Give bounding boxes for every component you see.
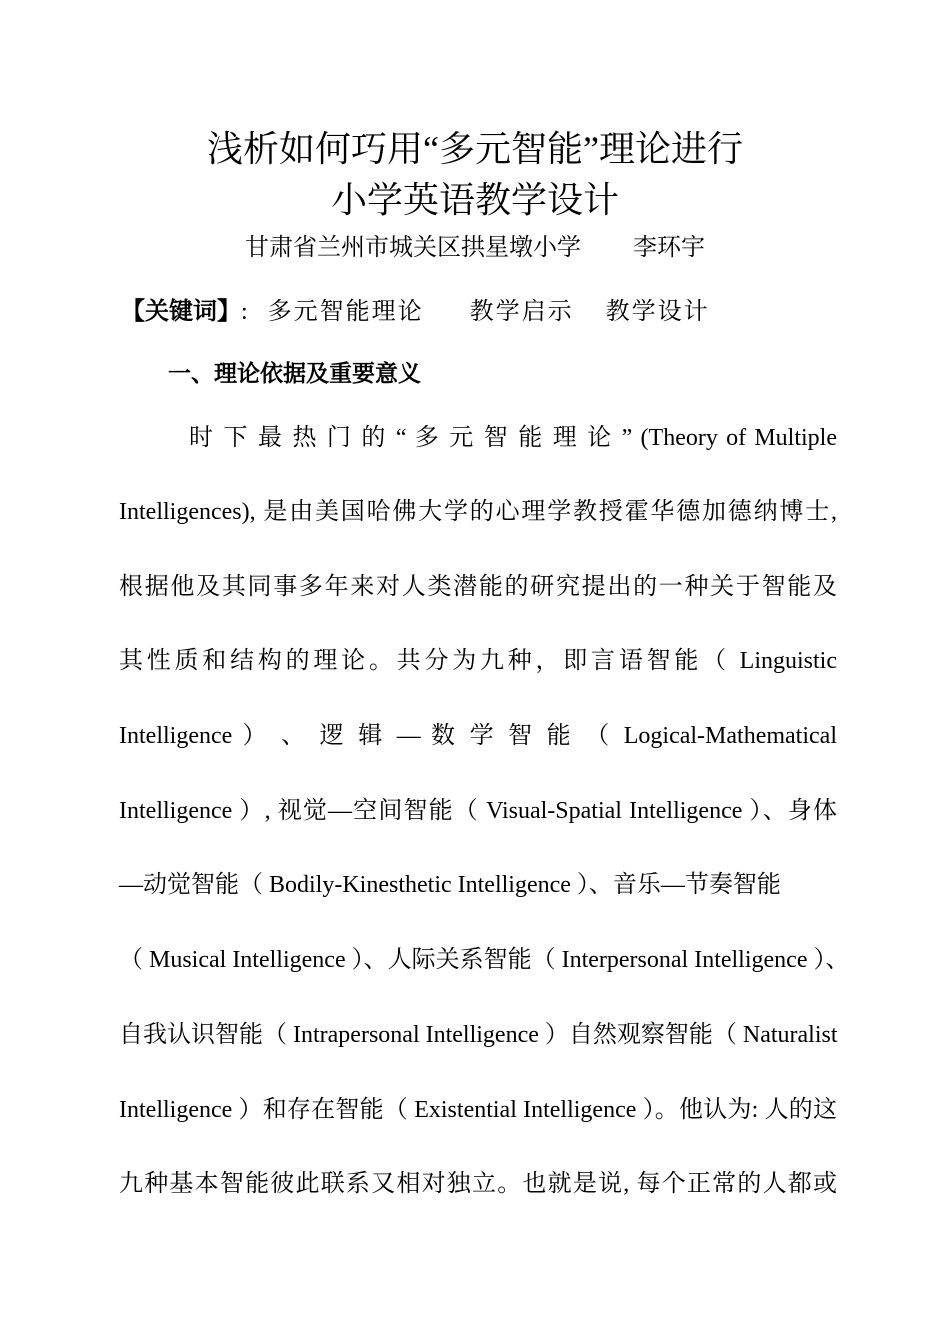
keywords-colon: : xyxy=(241,299,250,325)
paragraph-line: 自我认识智能（ Intrapersonal Intelligence ）自然观察智能（ Naturalist xyxy=(119,1022,838,1048)
document-title-line-2: 小学英语教学设计 xyxy=(330,180,619,220)
document-title-line-1: 浅析如何巧用“多元智能”理论进行 xyxy=(207,129,743,169)
paragraph-line: Intelligence ）, 视觉—空间智能（ Visual-Spatial Intelligence ）、身体 xyxy=(119,798,837,824)
paragraph-line: 九种基本智能彼此联系又相对独立。也就是说, 每个正常的人都或 xyxy=(119,1171,837,1197)
paragraph-line: 根据他及其同事多年来对人类潜能的研究提出的一种关于智能及 xyxy=(119,574,837,600)
keyword-item: 多元智能理论 xyxy=(267,299,424,325)
author-school: 甘肃省兰州市城关区拱星墩小学 xyxy=(245,235,581,261)
paragraph-line: Intelligence ）和存在智能（ Existential Intelligence ）。他认为: 人的这 xyxy=(119,1097,837,1123)
paragraph-line: 其性质和结构的理论。共分为九种，即言语智能（ Linguistic xyxy=(119,648,837,674)
keywords-line xyxy=(121,296,710,327)
paragraph-line: 时 下 最 热 门 的 “ 多 元 智 能 理 论 ” (Theory of Multiple xyxy=(189,425,837,451)
author-name: 李环宇 xyxy=(633,235,705,261)
section-heading: 一、理论依据及重要意义 xyxy=(168,361,421,387)
keywords-label: 【关键词】 xyxy=(121,297,241,325)
paragraph-line: Intelligence ） 、 逻 辑 — 数 学 智 能 （ Logical-Mathematical xyxy=(119,723,837,749)
paragraph-line: Intelligences), 是由美国哈佛大学的心理学教授霍华德加德纳博士, xyxy=(119,499,837,525)
keyword-item: 教学启示 xyxy=(469,299,574,325)
paragraph-line: —动觉智能（ Bodily-Kinesthetic Intelligence ）、音乐—节奏智能 xyxy=(119,872,781,898)
author-line xyxy=(0,233,950,263)
paragraph-line: （ Musical Intelligence ）、人际关系智能（ Interpersonal Intelligence ）、 xyxy=(119,947,850,973)
keyword-item: 教学设计 xyxy=(605,299,710,325)
